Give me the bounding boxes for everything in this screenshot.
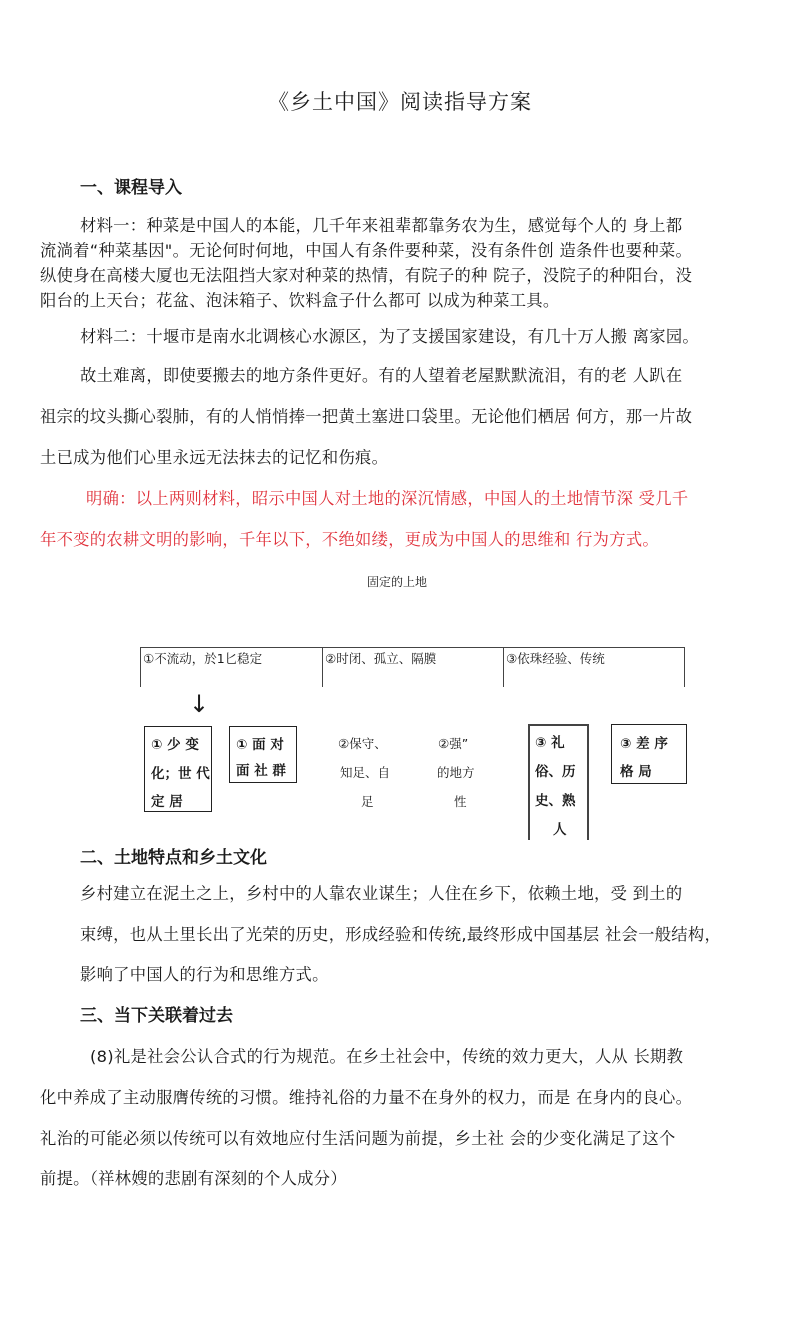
mid1-line1: ②保守、	[338, 736, 387, 751]
diagram-divider-4	[684, 647, 685, 687]
material3-line3: 土已成为他们心里永远无法抹去的记忆和伤痕。	[40, 448, 389, 467]
box2-line1: ① 面 对	[236, 737, 284, 753]
section3-heading: 三、当下关联着过去	[80, 1006, 233, 1026]
mid1-line3: 足	[361, 794, 374, 809]
box3-line4: 人	[553, 822, 567, 838]
diagram-box-face-to-face	[229, 726, 297, 783]
diagram-divider-2	[322, 647, 323, 687]
section2-line1: 乡村建立在泥土之上，乡村中的人靠农业谋生；人住在乡下，依赖土地，受 到土的	[80, 884, 683, 903]
material1-line1: 材料一：种菜是中国人的本能，几千年来祖辈都靠务农为生，感觉每个人的 身上都	[80, 216, 683, 235]
box3-right-border	[587, 724, 589, 840]
diagram-box-differential-order	[611, 724, 687, 784]
section2-line3: 影响了中国人的行为和思维方式。	[80, 965, 329, 984]
section3-line3: 礼治的可能必须以传统可以有效地应付生活问题为前提，乡土社 会的少变化满足了这个	[40, 1129, 676, 1148]
box3-line3: 史、熟	[535, 793, 576, 809]
down-arrow-icon: ↓	[189, 690, 210, 718]
mid1-line2: 知足、自	[340, 765, 391, 780]
section2-heading: 二、土地特点和乡土文化	[80, 848, 267, 868]
material3-line1: 故土难离，即使要搬去的地方条件更好。有的人望着老屋默默流泪，有的老 人趴在	[80, 366, 683, 385]
diagram-box-less-change	[144, 726, 212, 812]
box4-line1: ③ 差 序	[620, 736, 668, 752]
section1-heading: 一、课程导入	[80, 178, 182, 198]
diagram-divider-1	[140, 647, 141, 687]
box3-top-border	[528, 724, 588, 726]
material1-line3: 纵使身在高楼大厦也无法阻挡大家对种菜的热情，有院子的种 院子，没院子的种阳台，没	[40, 266, 693, 285]
box2-line2: 面 社 群	[236, 763, 286, 779]
section3-line4: 前提。（祥林嫂的悲剧有深刻的个人成分）	[40, 1169, 347, 1188]
mid2-line1: ②强”	[438, 736, 469, 751]
box1-line1: ① 少 变	[151, 737, 199, 753]
section3-line1: (8)礼是社会公认合式的行为规范。在乡土社会中，传统的效力更大，人从 长期教	[90, 1047, 684, 1066]
section3-line2: 化中养成了主动服膺传统的习惯。维持礼俗的力量不在身外的权力，而是 在身内的良心。	[40, 1088, 693, 1107]
mid2-line3: 性	[454, 794, 467, 809]
material1-line4: 阳台的上天台；花盆、泡沫箱子、饮料盒子什么都可 以成为种菜工具。	[40, 291, 560, 310]
section2-line2: 束缚，也从土里长出了光荣的历史，形成经验和传统,最终形成中国基层 社会一般结构，	[80, 925, 722, 944]
material3-line2: 祖宗的坟头撕心裂肺，有的人悄悄捧一把黄土塞进口袋里。无论他们栖居 何方，那一片故	[40, 407, 693, 426]
clarify-line2: 年不变的农耕文明的影响，千年以下，不绝如缕，更成为中国人的思维和 行为方式。	[40, 530, 659, 549]
diagram-divider-3	[503, 647, 504, 687]
diagram-top-line	[140, 647, 684, 648]
box1-line3: 定 居	[151, 794, 183, 810]
branch-label-1: ①不流动，於1匕稳定	[143, 651, 263, 666]
material2-line: 材料二：十堰市是南水北调核心水源区，为了支援国家建设，有几十万人搬 离家园。	[80, 327, 699, 346]
box3-line2: 俗、历	[535, 764, 576, 780]
box4-line2: 格 局	[620, 764, 652, 780]
box1-line2: 化；世 代	[151, 766, 210, 782]
box3-line1: ③ 礼	[535, 735, 565, 751]
mid2-line2: 的地方	[437, 765, 475, 780]
box3-left-border	[528, 724, 530, 840]
material1-line2: 流淌着“种菜基因"。无论何时何地，中国人有条件要种菜，没有条件创 造条件也要种菜。	[40, 241, 693, 260]
branch-label-3: ③依珠经验、传统	[506, 651, 605, 666]
diagram-top-label: 固定的上地	[367, 575, 428, 589]
branch-label-2: ②时闭、孤立、隔膜	[325, 651, 437, 666]
page-title: 《乡土中国》阅读指导方案	[268, 90, 532, 114]
clarify-line1: 明确：以上两则材料，昭示中国人对土地的深沉情感，中国人的土地情节深 受几千	[86, 489, 689, 508]
